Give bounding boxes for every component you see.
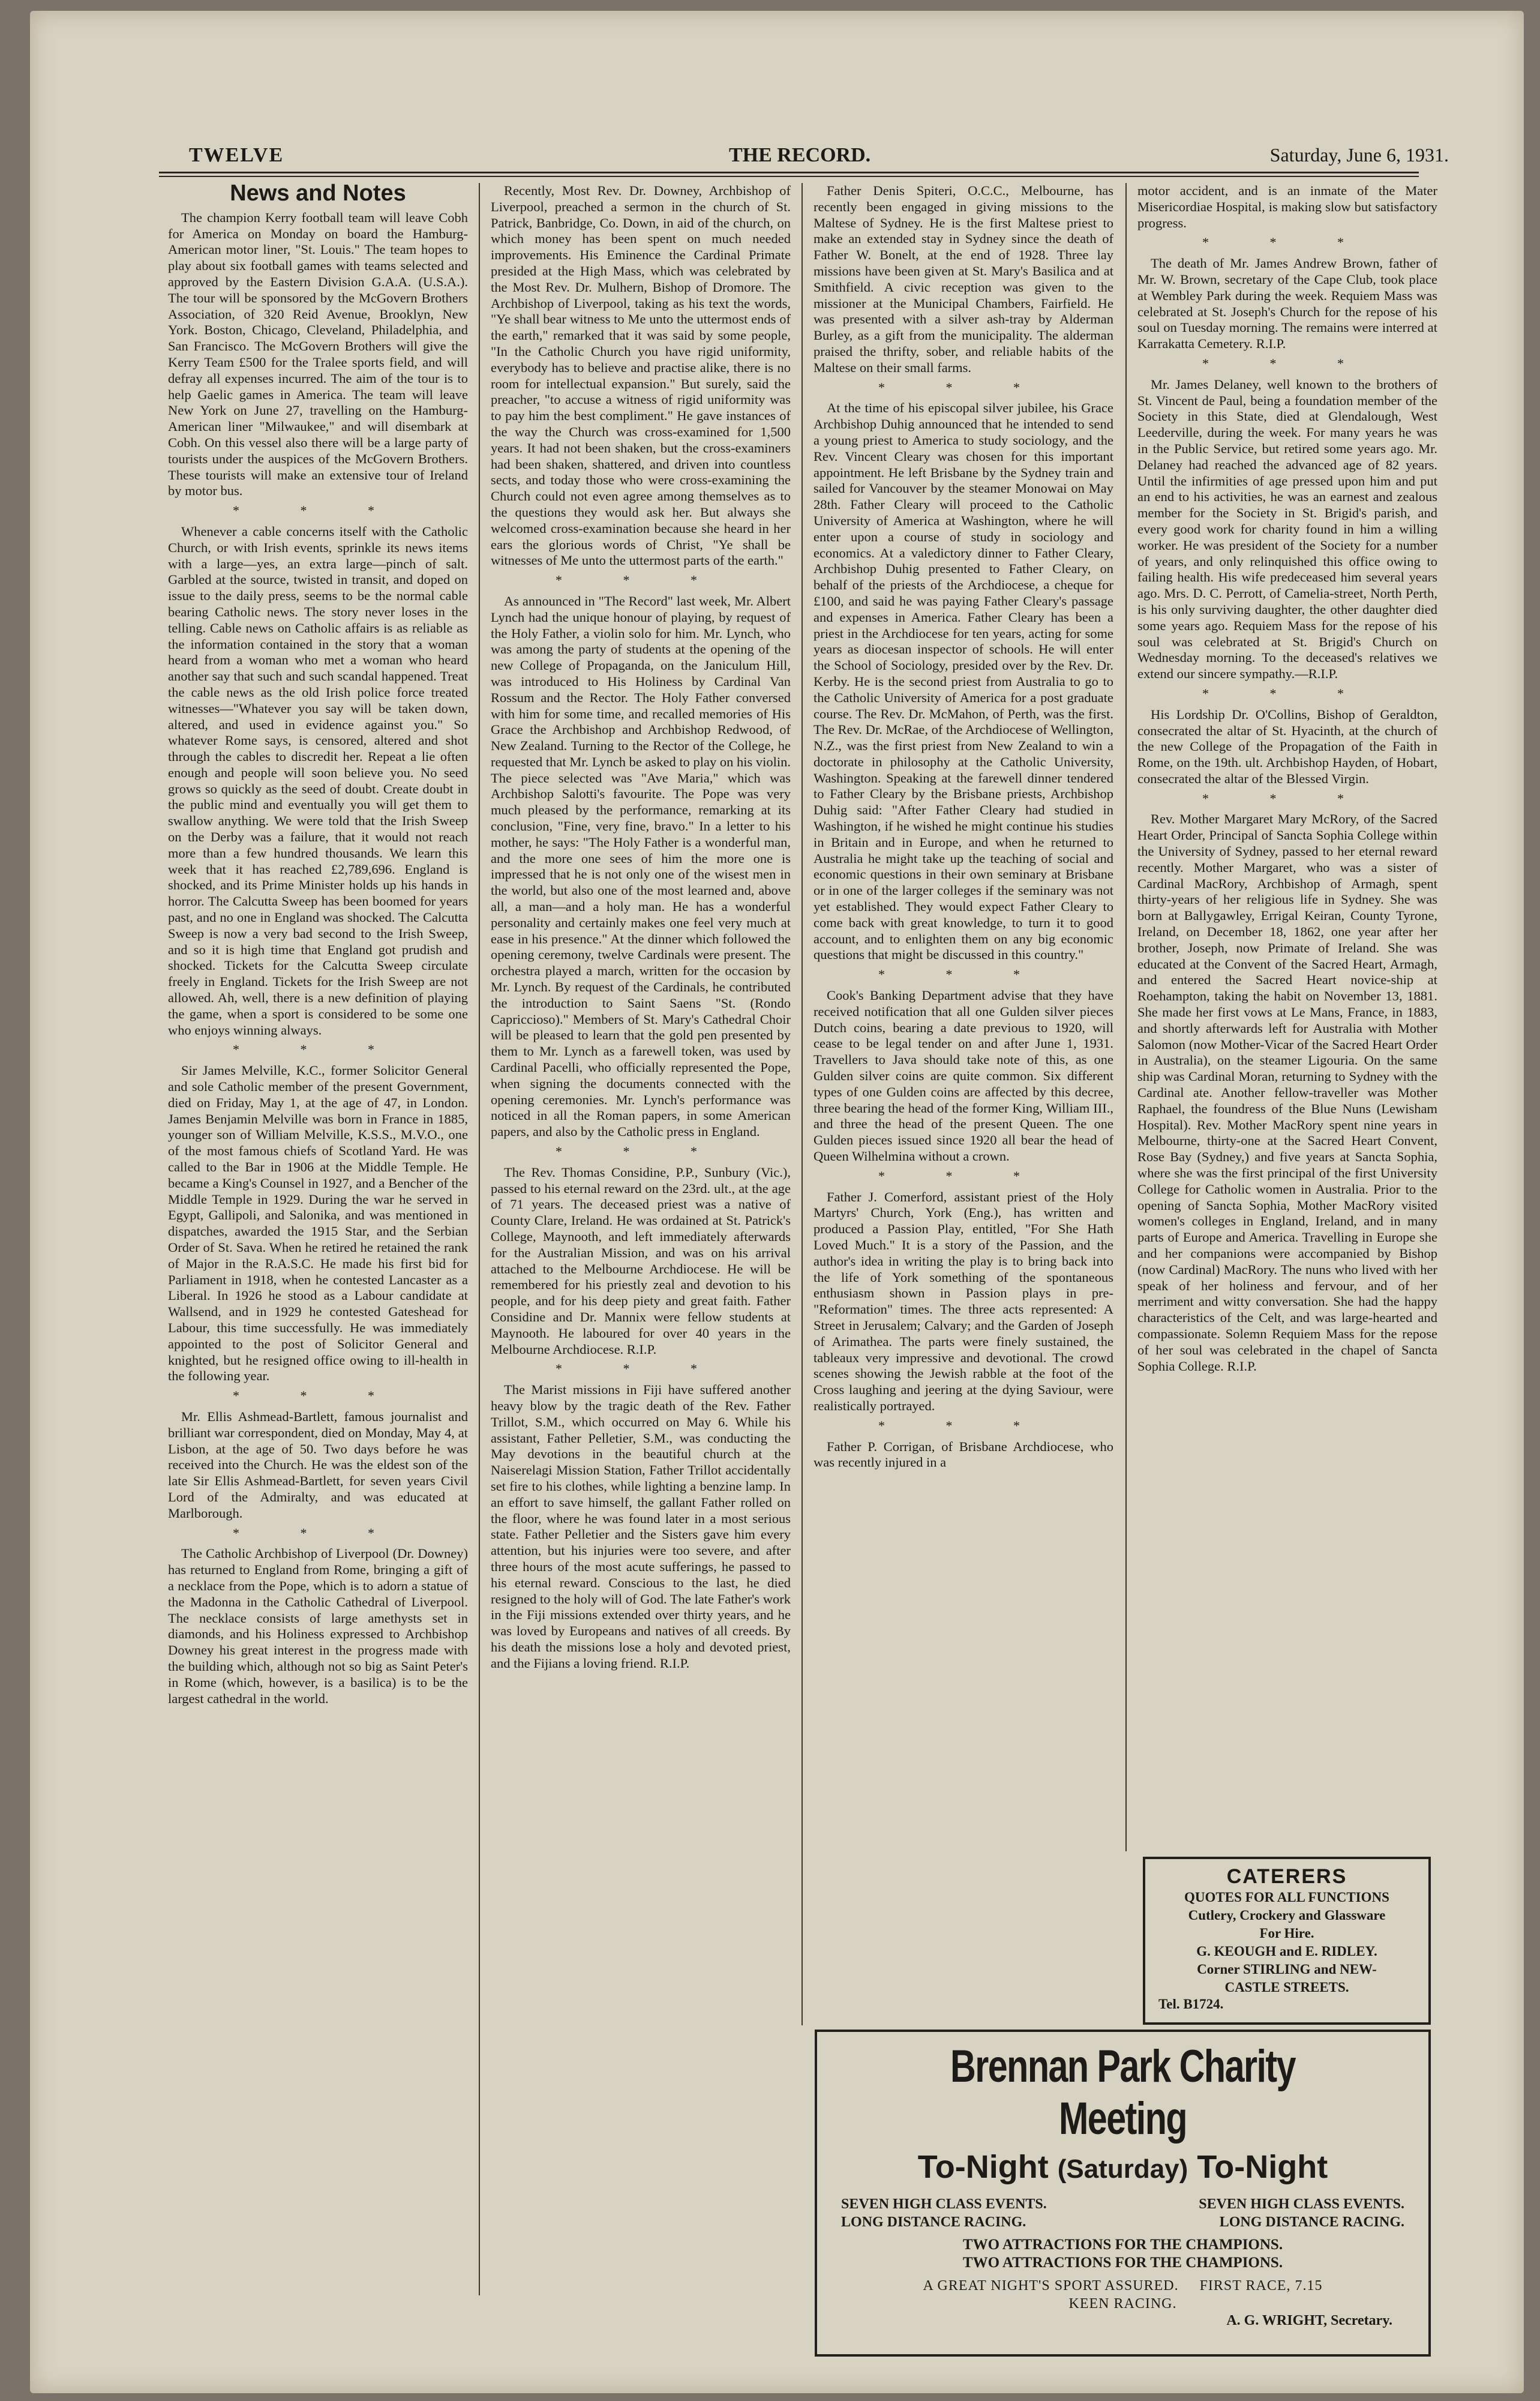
separator-stars: * * *: [1202, 790, 1373, 806]
page-number: TWELVE: [189, 144, 284, 166]
racing-row: [817, 2213, 1428, 2231]
article-downey-sermon: Recently, Most Rev. Dr. Downey, Archbishop of Liverpool, preached a sermon in the church of St. Patrick, Banbridge, Co. Down, in aid of the church, on which money has been spent on much needed improvements. His Eminence the Cardinal Primate presided at the High Mass, which was celebrated by the Most Rev. Dr. Mulhern, Bishop of Dromore. The Archbishop of Liverpool, taking as his text the words, "Ye shall bear witness to Me unto the uttermost ends of the earth," remarked that it was said by some people, "In the Catholic Church you have rigid uniformity, everybody has to believe and practise alike, there is no room for intellectual expansion." But surely, said the preacher, "to accuse a witness of rigid uniformity was to pay him the best compliment." He gave instances of the way the Church was cross-examined for 1,500 years. It had not been shaken, but the cross-examiners had been shaken, shattered, and driven into countless sects, and today those who were cross-examining the Church could not even agree among themselves as to the questions they would ask her. But always she welcomed cross-examination because she heard in her ears the glorious words of Christ, "Ye shall be witnesses of Me unto the uttermost parts of the earth.": [491, 183, 791, 568]
separator-stars: * * *: [1202, 355, 1373, 371]
caterers-line: For Hire.: [1259, 1926, 1314, 1941]
attractions-line: TWO ATTRACTIONS FOR THE CHAMPIONS.: [962, 2237, 1283, 2253]
masthead-rule-top: [159, 172, 1419, 173]
issue-date: Saturday, June 6, 1931.: [1269, 144, 1449, 166]
events-right: SEVEN HIGH CLASS EVENTS.: [1199, 2196, 1404, 2212]
events-row: [817, 2195, 1428, 2213]
article-fiji-missions: The Marist missions in Fiji have suffered another heavy blow by the tragic death of the Rev. Father Trillot, S.M., which occurred on May 6. While his assistant, Father Pelletier, S.M., was conducting the May devotions in the beautiful church at the Naiserelagi Mission Station, Father Trillot accidentally set fire to his clothes, while lighting a benzine lamp. In an effort to save himself, the gallant Father rolled on the floor, where he was found later in a most serious state. Father Pelletier and the Sisters gave him every attention, but his injuries were too severe, and after three hours of the most acute sufferings, he passed to his eternal reward. Conscious to the last, he died resigned to the holy will of God. The late Father's work in the Fiji missions extended over thirty years, and he was loved by Europeans and natives of all creeds. By his death the missions lose a holy and devoted priest, and the Fijians a loving friend. R.I.P.: [491, 1382, 791, 1671]
article-liverpool-necklace: The Catholic Archbishop of Liverpool (Dr. Downey) has returned to England from Rome, bringing a gift of a necklace from the Pope, which is to adorn a statue of the Madonna in the Catholic Cathedral of Liverpool. The necklace consists of large amethysts set in diamonds, and his Holiness expressed to Archbishop Downey his great interest in the progress made with the building which, although not so big as Saint Peter's in Rome (which, however, is a basilica) is to be the largest cathedral in the world.: [168, 1546, 468, 1706]
caterers-advertisement: [1143, 1857, 1431, 2025]
tonight-right: To-Night: [1197, 2149, 1328, 2185]
separator-stars: * * *: [556, 1361, 726, 1377]
article-ocollins: His Lordship Dr. O'Collins, Bishop of Geraldton, consecrated the altar of St. Hyacinth, at the church of the new College of the Propagation of the Faith in Rome, on the 19th. ult. Archbishop Hayden, of Hobart, consecrated the altar of the Blessed Virgin.: [1137, 706, 1437, 786]
separator-stars: * * *: [233, 1525, 403, 1540]
separator-stars: * * *: [878, 1417, 1049, 1433]
caterers-line: CASTLE STREETS.: [1224, 1980, 1349, 1995]
caterers-line: QUOTES FOR ALL FUNCTIONS: [1184, 1890, 1389, 1905]
separator-stars: * * *: [878, 379, 1049, 395]
article-corrigan: Father P. Corrigan, of Brisbane Archdiocese, who was recently injured in a: [813, 1438, 1113, 1470]
masthead-rule-bottom: [159, 176, 1419, 177]
article-denis-spiteri: Father Denis Spiteri, O.C.C., Melbourne, has recently been engaged in giving missions to the Maltese of Sydney. He is the first Maltese priest to make an extended stay in Sydney since the death of Father W. Bonelt, at the end of 1928. Three lay missions have been given at St. Mary's Basilica and at Smithfield. A civic reception was given to the missioner at the Municipal Chambers, Fairfield. He was presented with a silver ash-tray by Alderman Burley, as a gift from the municipality. The alderman praised the thrifty, sober, and reliable habits of the Maltese on their small farms.: [813, 183, 1113, 375]
masthead: [189, 144, 1449, 168]
column-1: [168, 183, 468, 1710]
article-gulden-coins: Cook's Banking Department advise that they have received notification that all one Gulden silver pieces Dutch coins, bearing a date previous to 1920, will cease to be legal tender on and after June 1, 1931. Travellers to Java should take note of this, as one Gulden silver coins are quite common. Six different types of one Gulden coins are affected by this decree, three bearing the head of the former King, William III., and three the head of the present Queen. The one Gulden pieces issued since 1920 all bear the head of Queen Wilhelmina without a crown.: [813, 988, 1113, 1164]
racing-left: LONG DISTANCE RACING.: [841, 2214, 1026, 2230]
article-james-brown: The death of Mr. James Andrew Brown, father of Mr. W. Brown, secretary of the Cape Club, took place at Wembley Park during the week. Requiem Mass was celebrated at St. Joseph's Church for the repose of his soul on Tuesday morning. The remains were interred at Karrakatta Cemetery. R.I.P.: [1137, 256, 1437, 352]
article-ashmead-bartlett: Mr. Ellis Ashmead-Bartlett, famous journalist and brilliant war correspondent, died on Monday, May 4, at Lisbon, at the age of 50. Two days before he was received into the Church. He was the eldest son of the late Sir Ellis Ashmead-Bartlett, for seven years Civil Lord of the Admiralty, and was educated at Marlborough.: [168, 1408, 468, 1521]
racing-right: LONG DISTANCE RACING.: [1219, 2214, 1404, 2230]
article-rev-considine: The Rev. Thomas Considine, P.P., Sunbury (Vic.), passed to his eternal reward on the 23rd. ult., at the age of 71 years. The deceased priest was a native of County Clare, Ireland. He was ordained at St. Patrick's College, Maynooth, and left immediately afterwards for the Australian Mission, and was on his arrival attached to the Melbourne Archdiocese. He will be remembered for his priestly zeal and devotion to his people, and for his deep piety and great faith. Father Considine and Dr. Mannix were fellow students at Maynooth. He laboured for over 40 years in the Melbourne Archdiocese. R.I.P.: [491, 1164, 791, 1357]
brennan-park-advertisement: [815, 2030, 1431, 2357]
article-cable-news: Whenever a cable concerns itself with the Catholic Church, or with Irish events, sprinkle its news items with a large—yes, an extra large—pinch of salt. Garbled at the source, twisted in transit, and doped on issue to the daily press, seems to be the normal cable bearing Catholic news. The story never loses in the telling. Cable news on Catholic affairs is as reliable as the information contained in the story that a woman heard from a woman who met a woman who heard another say that such and such scandal happened. Treat the cable news as the old Irish police force treated witnesses—"Whatever you say will be taken down, altered, and used in evidence against you." So whatever Rome says, is censored, altered and shot through the cables to discredit her. Repeat a lie often enough and people will soon believe you. No seed grows so quickly as the seed of doubt. Create doubt in the public mind and eventually you will get them to swallow anything. We were told that the Irish Sweep on the Derby was a failure, that it would not reach more than a few hundred thousands. We learn this week that it has reached £2,789,696. England is shocked, and its Prime Minister holds up his hands in horror. The Calcutta Sweep has been boomed for years past, and no one in England was shocked. The Calcutta Sweep is now a very bad second to the Irish Sweep, and so it is high time that England got prudish and shocked. Tickets for the Calcutta Sweep circulate freely in England. Tickets for the Irish Sweep are not allowed. Ah, well, there is a new definition of playing the game, when a sport is considered to be some one who enjoys winning always.: [168, 523, 468, 1038]
keen-racing: KEEN RACING.: [1068, 2296, 1177, 2312]
article-sir-james-melville: Sir James Melville, K.C., former Solicitor General and sole Catholic member of the present Government, died on Friday, May 1, at the age of 47, in London. James Benjamin Melville was born in France in 1885, younger son of William Melville, K.S.S., M.V.O., one of the most famous chiefs of Scotland Yard. He was called to the Bar in 1906 at the Middle Temple. He became a King's Counsel in 1927, and a Bencher of the Middle Temple in 1929. During the war he served in Egypt, Gallipoli, and Salonika, and was mentioned in dispatches, awarded the 1915 Star, and the Serbian Order of St. Sava. When he retired he retained the rank of Major in the R.A.S.C. He made his first bid for Parliament in 1918, when he contested Lancaster as a Liberal. In 1926 he stood as a Labour candidate at Wallsend, and in 1929 he contested Gateshead for Labour, this time successfully. He was immediately appointed to the post of Solicitor General and knighted, but he resigned office owing to ill-health in the following year.: [168, 1063, 468, 1384]
article-vincent-cleary: At the time of his episcopal silver jubilee, his Grace Archbishop Duhig announced that he intended to send a young priest to America to study sociology, and the Rev. Vincent Cleary was chosen for this important appointment. He left Brisbane by the Sydney train and sailed for Vancouver by the steamer Monowai on May 28th. Father Cleary will proceed to the Catholic University of America at Washington, where he will enter upon a course of study in sociology and economics. At a valedictory dinner to Father Cleary, Archbishop Duhig presented to Father Cleary, on behalf of the priests of the Archdiocese, a cheque for £100, and said he was paying Father Cleary's passage and expenses in America. Father Cleary has been a priest in the Archdiocese for ten years, acting for some years as diocesan inspector of schools. He will enter the School of Sociology, presided over by the Rev. Dr. Kerby. He is the second priest from Australia to go to the Catholic University of America for a post graduate course. The Rev. Dr. McMahon, of Perth, was the first. The Rev. Dr. McRae, of the Archdiocese of Wellington, N.Z., was the first priest from New Zealand to win a doctorate in philosophy at the Catholic University, Washington. Speaking at the farewell dinner tendered to Father Cleary by the Brisbane priests, Archbishop Duhig said: "After Father Cleary had studied in Washington, if he wished he might continue his studies in Britain and in Europe, and when he returned to Australia he might take up the teaching of social and economic questions in their own seminary at Brisbane or in one of the larger colleges if the seminary was not yet established. They would expect Father Cleary to come back with great knowledge, to turn it to good account, and to enlighten them on any big economic questions that might be discussed in this country.": [813, 400, 1113, 963]
caterers-phone: Tel. B1724.: [1158, 1997, 1224, 2012]
caterers-line: G. KEOUGH and E. RIDLEY.: [1196, 1944, 1377, 1959]
section-heading: News and Notes: [230, 181, 406, 206]
separator-stars: * * *: [1202, 685, 1373, 701]
column-2: [491, 183, 791, 1675]
separator-stars: * * *: [233, 1388, 403, 1404]
separator-stars: * * *: [233, 503, 403, 518]
separator-stars: * * *: [1202, 235, 1373, 250]
saturday-label: (Saturday): [1057, 2154, 1188, 2184]
column-divider: [1125, 183, 1127, 1851]
article-james-delaney: Mr. James Delaney, well known to the brothers of St. Vincent de Paul, being a foundation member of the Society in this State, died at Glendalough, West Leederville, during the week. For many years he was in the Public Service, but retired some years ago. Mr. Delaney had reached the advanced age of 82 years. Until the infirmities of age pressed upon him and put an end to his activities, he was an earnest and zealous member for the Society in St. Brigid's parish, and every good work for charity found in him a willing worker. He was president of the Society for a number of years, and only relinquished this office owing to failing health. His wife predeceased him several years ago. Mrs. D. C. Perrott, of Camelia-street, North Perth, is his only surviving daughter, the other daughter died some years ago. Requiem Mass for the repose of his soul was celebrated at St. Brigid's Church on Wednesday morning. To the deceased's relatives we extend our sincere sympathy.—R.I.P.: [1137, 376, 1437, 682]
column-divider: [801, 183, 803, 2025]
separator-stars: * * *: [878, 1168, 1049, 1183]
separator-stars: * * *: [556, 572, 726, 588]
separator-stars: * * *: [556, 1144, 726, 1159]
sport-line: A GREAT NIGHT'S SPORT ASSURED. FIRST RACE, 7.15: [923, 2278, 1323, 2294]
attractions-line: TWO ATTRACTIONS FOR THE CHAMPIONS.: [962, 2255, 1283, 2271]
brennan-tonight: [817, 2148, 1428, 2186]
article-kerry-team: The champion Kerry football team will leave Cobh for America on Monday on board the Hamburg-American motor liner, "St. Louis." The team hopes to play about six football games with teams selected and approved by the Eastern Division G.A.A. (U.S.A.). The tour will be sponsored by the McGovern Brothers Association, of 320 Reid Avenue, Brooklyn, New York. Boston, Chicago, Cleveland, Philadelphia, and San Francisco. The McGovern Brothers will give the Kerry Team £500 for the Tralee sports field, and will defray all expenses incurred. The aim of the tour is to help Gaelic games in America. The team will leave New York on June 27, travelling on the Hamburg-American liner "Milwaukee," and will disembark at Cobh. On this vessel also there will be a large party of tourists under the auspices of the McGovern Brothers. These tourists will make an extensive tour of Ireland by motor bus.: [168, 209, 468, 499]
tonight-left: To-Night: [917, 2149, 1049, 2185]
caterers-line: Cutlery, Crockery and Glassware: [1188, 1908, 1386, 1923]
brennan-title: Brennan Park Charity Meeting: [950, 2041, 1295, 2144]
separator-stars: * * *: [233, 1042, 403, 1057]
column-4: [1137, 183, 1437, 1378]
caterers-title: CATERERS: [1226, 1865, 1347, 1888]
column-3: [813, 183, 1113, 1474]
article-passion-play: Father J. Comerford, assistant priest of the Holy Martyrs' Church, York (Eng.), has written and produced a Passion Play, entitled, "For She Hath Loved Much." It is a story of the Passion, and the author's idea in writing the play is to bring back into the life of York something of the spontaneous enthusiasm shown in Passion plays in pre-"Reformation" times. The three acts represented: A Street in Jerusalem; Calvary; and the Garden of Joseph of Arimathea. The parts were finely sustained, the tableaux very impressive and devotional. The crowd scenes showing the Jewish rabble at the foot of the Cross laughing and jeering at the dying Saviour, were realistically portrayed.: [813, 1189, 1113, 1413]
article-albert-lynch: As announced in "The Record" last week, Mr. Albert Lynch had the unique honour of playing, by request of the Holy Father, a violin solo for him. Mr. Lynch, who was among the party of students at the opening of the new College of Propaganda, on the Janiculum Hill, was introduced to His Holiness by Cardinal Van Rossum and the Rector. The Holy Father conversed with him for some time, and recalled memories of His Grace the Archbishop and Archbishop Redwood, of New Zealand. Turning to the Rector of the College, he requested that Mr. Lynch be asked to play on his violin. The piece selected was "Ave Maria," which was Archbishop Salotti's favourite. The Pope was very much pleased by the performance, remarking at its conclusion, "Fine, very fine, bravo." In a letter to his mother, he says: "The Holy Father is a wonderful man, and the more one sees of him the more one is impressed that he is not only one of the wisest men in the world, but also one of the most learned and, above all, a man—and a holy man. He has a wonderful personality and certainly makes one feel very much at ease in his presence." At the dinner which followed the opening ceremony, twelve Cardinals were present. The orchestra played a march, written for the occasion by Mr. Lynch. By request of the Cardinals, he contributed the introduction to Saint Saens "St. (Rondo Capriccioso)." Members of St. Mary's Cathedral Choir will be pleased to learn that the gold pen presented by them to Mr. Lynch as a farewell token, was used by Cardinal Pacelli, who officially represented the Pope, when signing the documents connected with the opening ceremonies. Mr. Lynch's performance was noticed in all the Roman papers, in some American papers, and also by the Catholic press in England.: [491, 593, 791, 1140]
caterers-line: Corner STIRLING and NEW-: [1197, 1962, 1377, 1977]
separator-stars: * * *: [878, 967, 1049, 982]
article-corrigan-continued: motor accident, and is an inmate of the Mater Misericordiae Hospital, is making slow but satisfactory progress.: [1137, 183, 1437, 230]
paper-title: THE RECORD.: [729, 144, 871, 166]
secretary-signature: A. G. WRIGHT, Secretary.: [1226, 2313, 1392, 2328]
column-divider: [479, 183, 480, 2295]
article-mother-mcrory: Rev. Mother Margaret Mary McRory, of the Sacred Heart Order, Principal of Sancta Sophia College within the University of Sydney, passed to her eternal reward recently. Mother Margaret, who was a sister of Cardinal MacRory, Archbishop of Armagh, spent thirty-years of her religious life in Sydney. She was born at Ballygawley, Errigal Keiran, County Tyrone, Ireland, on December 18, 1862, one year after her brother, Joseph, now Primate of Ireland. She was educated at the Convent of the Sacred Heart, Armagh, and entered the Sacred Heart novice-ship at Roehampton, taking the habit on November 13, 1881. She made her first vows at Le Mans, France, in 1883, and shortly afterwards left for Australia with Mother Salomon (now Mother-Vicar of the Sacred Heart Order in Australia), on the steamer Ligouria. On the same ship was Cardinal Moran, returning to Sydney with the Cardinal ate. Another fellow-traveller was Mother Raphael, the foundress of the Blue Nuns (Lewisham Hospital). Rev. Mother MacRory spent nine years in Melbourne, thirty-one at the Sacred Heart Convent, Rose Bay (Sydney,) and five years at Sancta Sophia, where she was the first principal of the first University College for Catholic women in Australia. Prior to the opening of Sancta Sophia, Mother MacRory visited women's colleges in England, Ireland, and in many parts of Europe and America. Travelling in Europe she and her companions were accompanied by Bishop (now Cardinal) MacRory. The nuns who lived with her speak of her holiness and fervour, and of her merriment and witty conversation. She had the happy characteristics of the Celt, and was large-hearted and compassionate. Solemn Requiem Mass for the repose of her soul was celebrated in the chapel of Sancta Sophia College. R.I.P.: [1137, 811, 1437, 1374]
events-left: SEVEN HIGH CLASS EVENTS.: [841, 2196, 1047, 2212]
